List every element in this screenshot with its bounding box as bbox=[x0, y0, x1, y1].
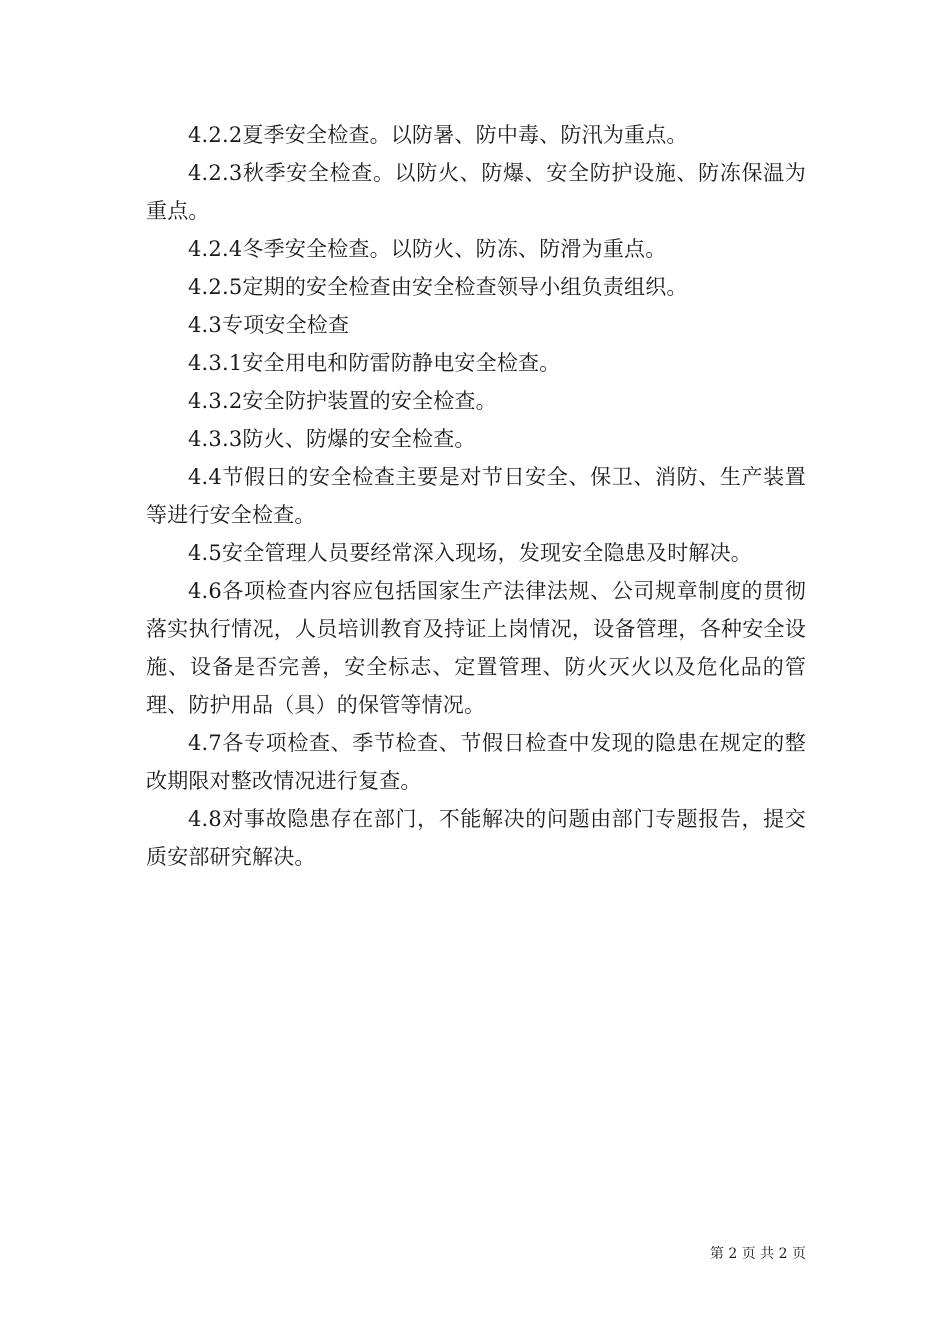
paragraph-4-3-3: 4.3.3防火、防爆的安全检查。 bbox=[188, 427, 476, 451]
paragraph-4-6: 4.6各项检查内容应包括国家生产法律法规、公司规章制度的贯彻落实执行情况，人员培训教育及持证上岗情况，设备管理，各种安全设施、设备是否完善，安全标志、定置管理、防火灭火以及危化品的管理、防护用品（具）的保管等情况。 bbox=[146, 579, 806, 717]
paragraph-4-5: 4.5安全管理人员要经常深入现场，发现安全隐患及时解决。 bbox=[188, 541, 752, 565]
paragraph-4-8: 4.8对事故隐患存在部门，不能解决的问题由部门专题报告，提交质安部研究解决。 bbox=[146, 807, 806, 869]
paragraph-4-3-2: 4.3.2安全防护装置的安全检查。 bbox=[188, 389, 497, 413]
paragraph-4-4: 4.4节假日的安全检查主要是对节日安全、保卫、消防、生产装置等进行安全检查。 bbox=[146, 465, 806, 527]
paragraph-4-2-4: 4.2.4冬季安全检查。以防火、防冻、防滑为重点。 bbox=[188, 237, 667, 261]
page-number-footer: 第 2 页 共 2 页 bbox=[709, 1246, 806, 1262]
paragraph-4-3-1: 4.3.1安全用电和防雷防静电安全检查。 bbox=[188, 351, 561, 375]
paragraph-4-2-5: 4.2.5定期的安全检查由安全检查领导小组负责组织。 bbox=[188, 275, 688, 299]
document-body bbox=[146, 116, 806, 876]
paragraph-4-2-3: 4.2.3秋季安全检查。以防火、防爆、安全防护设施、防冻保温为重点。 bbox=[146, 161, 806, 223]
paragraph-4-7: 4.7各专项检查、季节检查、节假日检查中发现的隐患在规定的整改期限对整改情况进行复查。 bbox=[146, 731, 806, 793]
paragraph-4-2-2: 4.2.2夏季安全检查。以防暑、防中毒、防汛为重点。 bbox=[188, 123, 688, 147]
paragraph-4-3: 4.3专项安全检查 bbox=[188, 313, 350, 337]
